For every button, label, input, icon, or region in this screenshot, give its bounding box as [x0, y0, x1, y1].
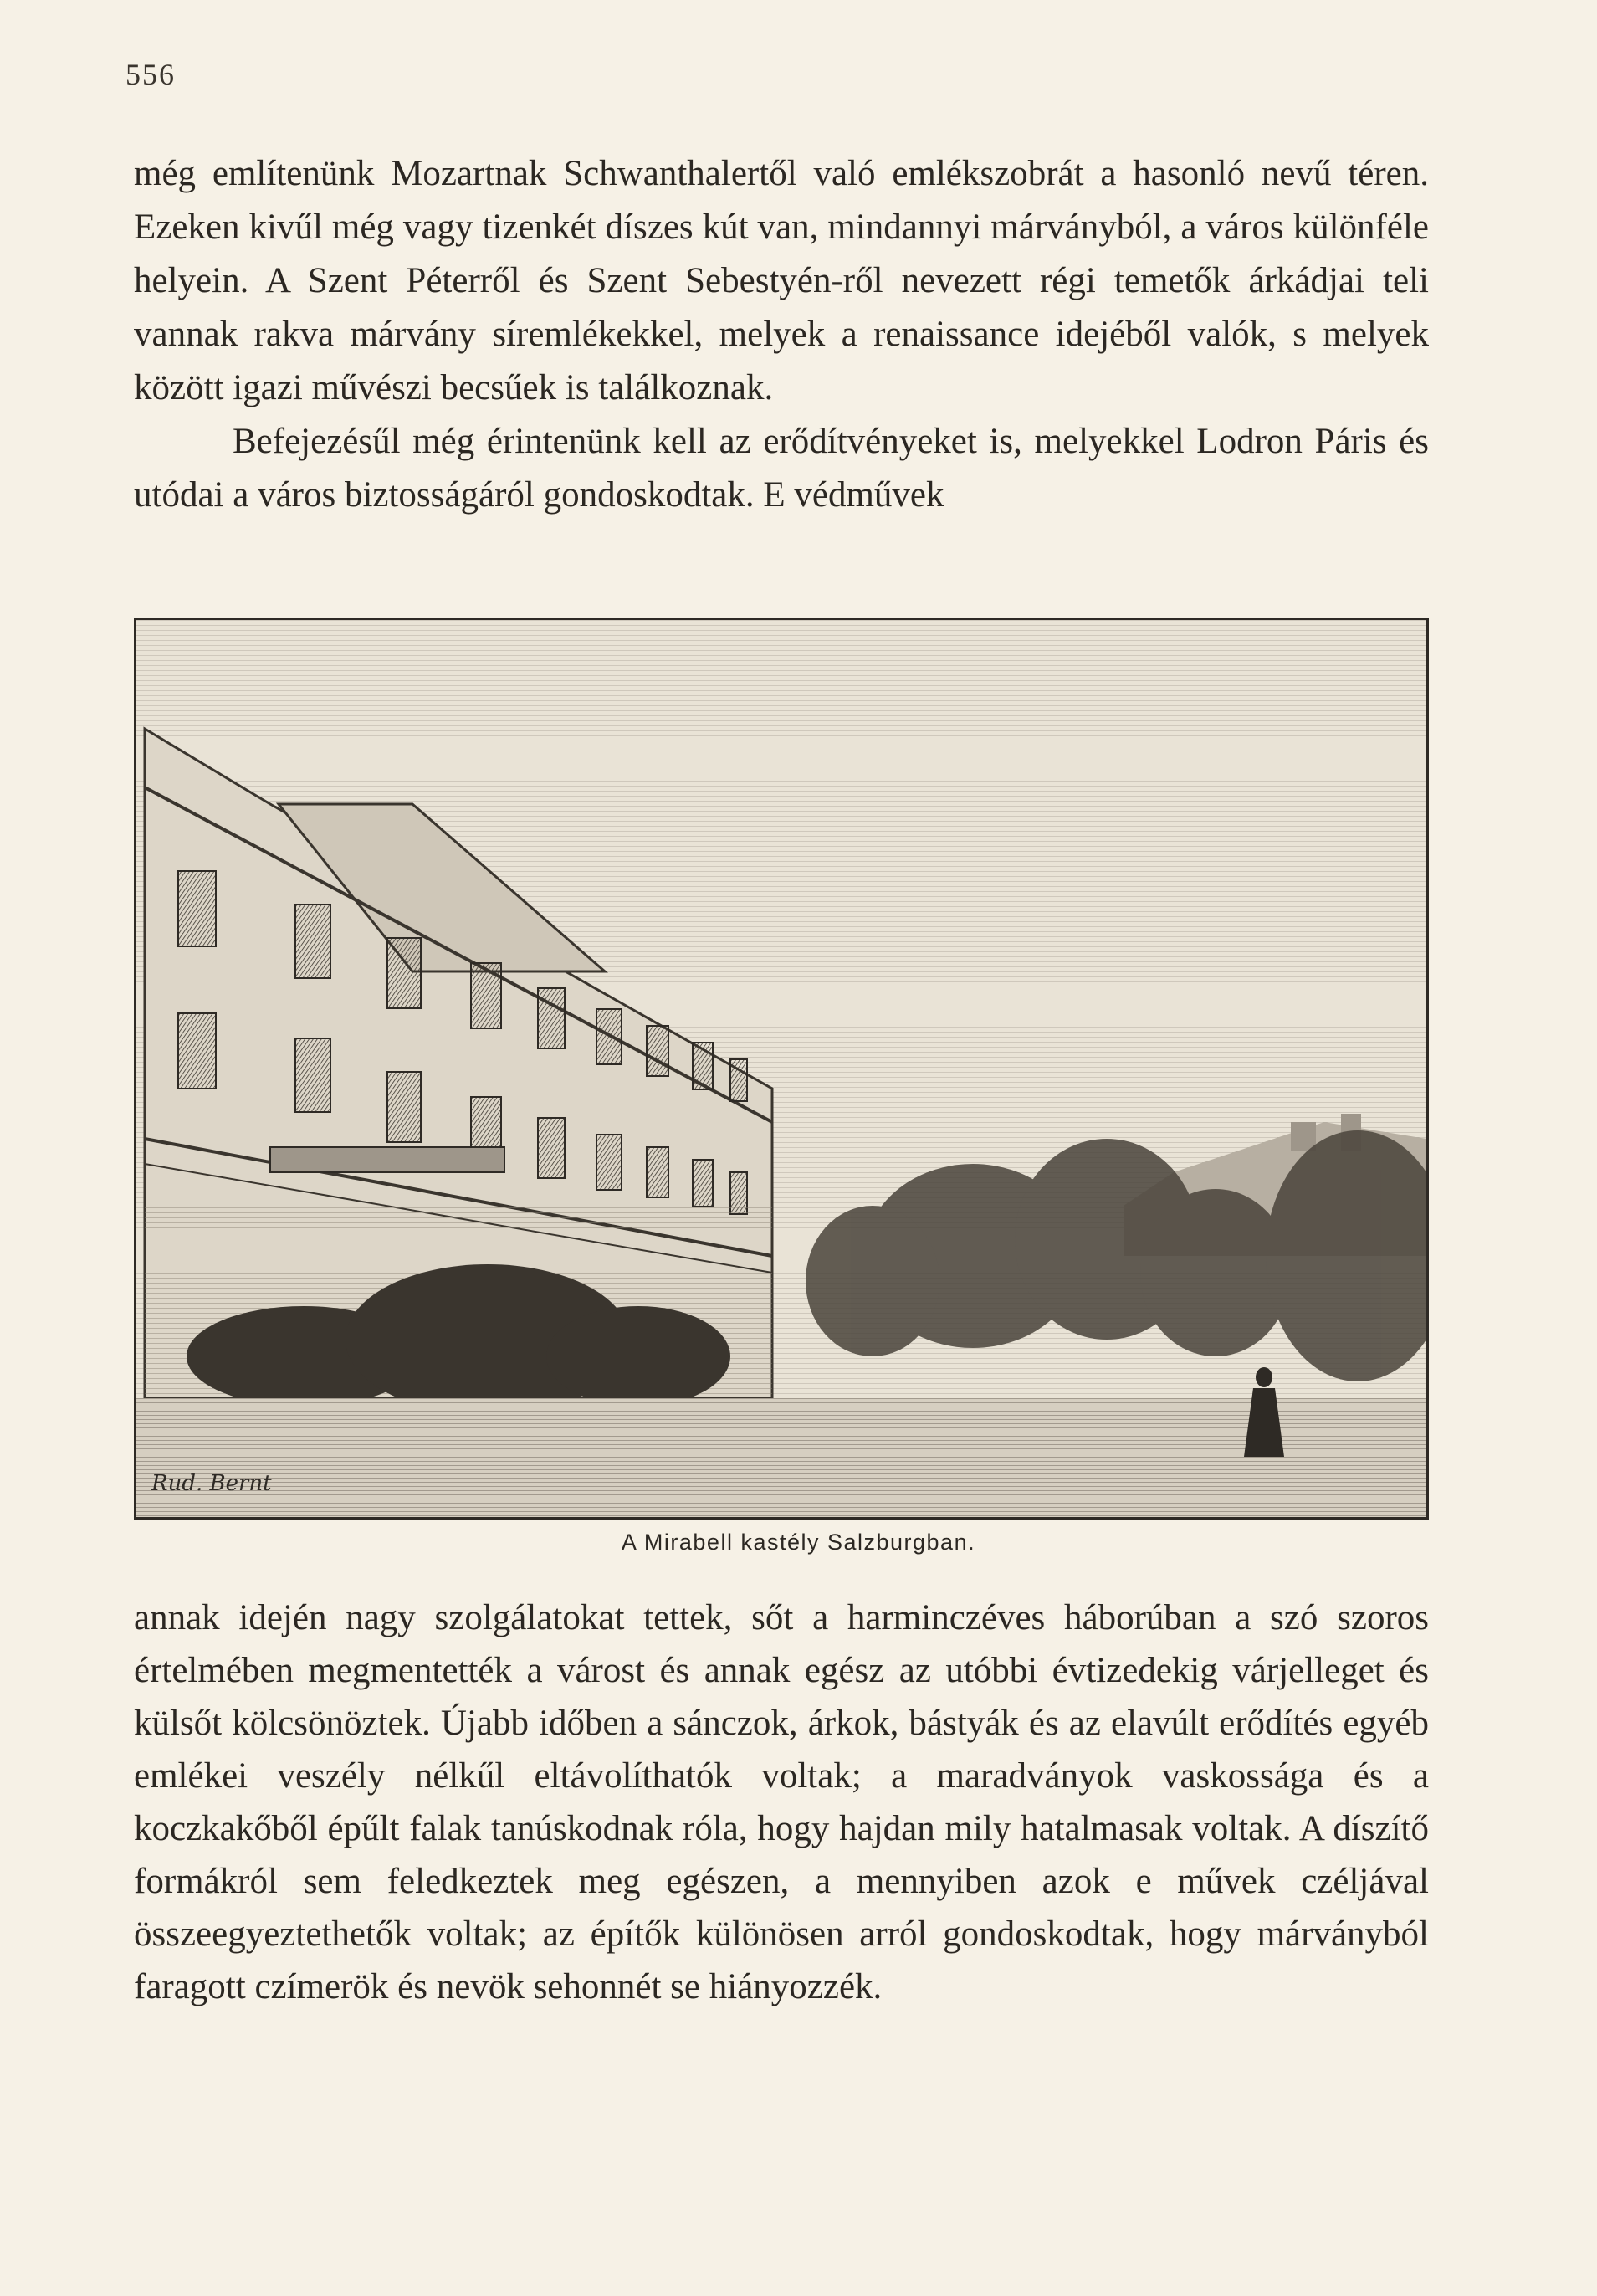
body-text-top: [134, 147, 1429, 522]
paragraph: Befejezésűl még érintenünk kell az erődítvényeket is, melyekkel Lodron Páris és utódai a város biztosságáról gondoskodtak. E védművek: [134, 422, 1429, 515]
paragraph: annak idején nagy szolgálatokat tettek, sőt a harminczéves háborúban a szó szoros értelmében megmentették a várost és annak egész az utóbbi évtizedekig várjelleget és külsőt kölcsönöztek. Újabb időben a sánczok, árkok, bástyák és az elavúlt erődítés egyéb emlékei veszély nélkűl eltávolíthatók voltak; a maradványok vaskossága és a koczkakőből épűlt falak tanúskodnak róla, hogy hajdan mily hatalmasak voltak. A díszítő formákról sem feledkeztek meg egészen, a mennyiben azok e művek czéljával összeegyeztethetők voltak; az építők különösen arról gondoskodtak, hogy márványból faragott czímerök és nevök sehonnét se hiányozzék.: [134, 1598, 1429, 2006]
paragraph: még említenünk Mozartnak Schwanthalertől való emlékszobrát a hasonló nevű téren. Ezeken kivűl még vagy tizenkét díszes kút van, mindannyi márványból, a város különféle helyein. A Szent Péterről és Szent Sebestyén-ről nevezett régi temetők árkádjai teli vannak rakva márvány síremlékekkel, melyek a renaissance idejéből valók, s melyek között igazi művészi becsűek is találkoznak.: [134, 154, 1429, 407]
illustration-mirabell-palace: [134, 618, 1429, 1520]
figure-caption: A Mirabell kastély Salzburgban.: [621, 1530, 976, 1555]
artist-signature: Rud. Bernt: [151, 1471, 272, 1496]
body-text-bottom: [134, 1591, 1429, 2013]
page-number: 556: [125, 58, 176, 91]
